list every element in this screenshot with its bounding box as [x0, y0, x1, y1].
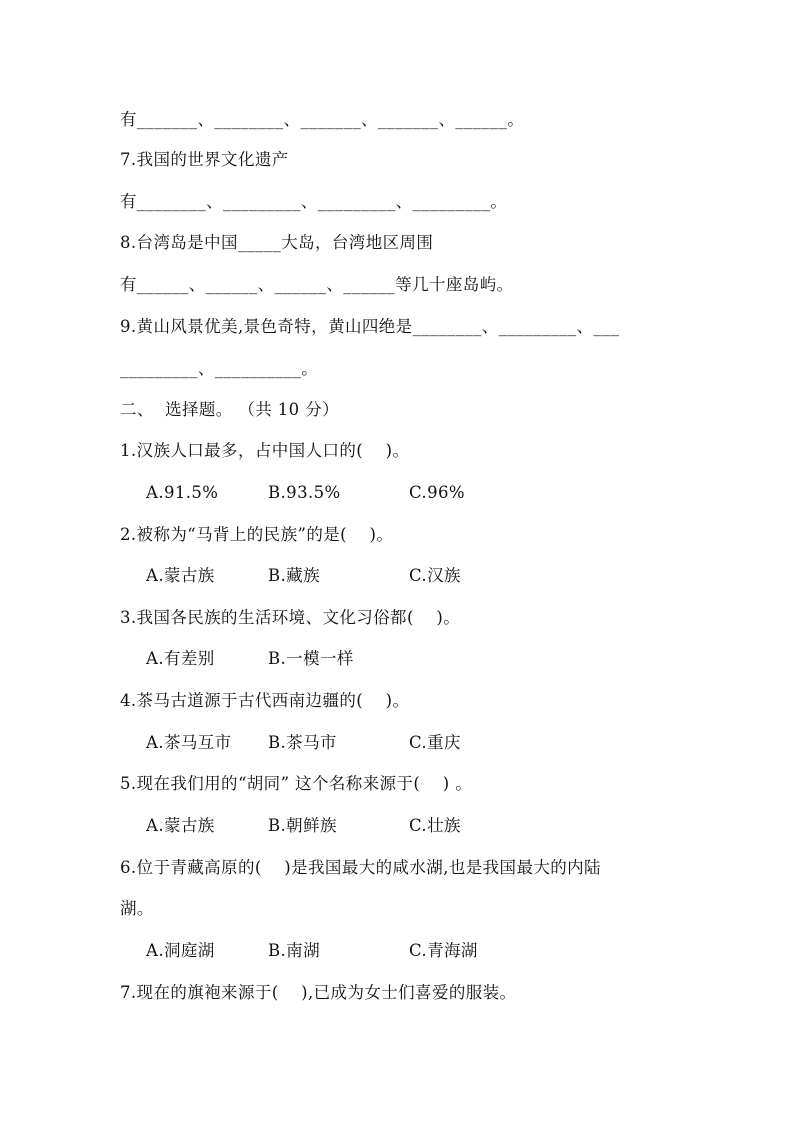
q1-option-a: A.91.5% [146, 483, 219, 502]
q2-option-b: B.藏族 [268, 566, 320, 585]
question-6: 6.位于青藏高原的( )是我国最大的咸水湖,也是我国最大的内陆 [120, 858, 601, 877]
fill-in-q6-line2: 有_______、________、_______、_______、______。 [120, 110, 525, 129]
question-4: 4.茶马古道源于古代西南边疆的( )。 [120, 691, 410, 710]
question-2: 2.被称为“马背上的民族”的是( )。 [120, 525, 394, 544]
question-1: 1.汉族人口最多，占中国人口的( )。 [120, 441, 410, 460]
q3-option-a: A.有差别 [146, 649, 215, 668]
q1-option-b: B.93.5% [268, 483, 341, 502]
section-heading: 二、 选择题。 （共 10 分） [120, 400, 340, 419]
question-5: 5.现在我们用的“胡同” 这个名称来源于( ) 。 [120, 774, 473, 793]
question-6-continued: 湖。 [120, 899, 154, 918]
fill-in-q9-line2: _________、__________。 [120, 359, 319, 378]
fill-in-q9-line1: 9.黄山风景优美,景色奇特，黄山四绝是________、_________、___ [120, 317, 620, 336]
q2-option-a: A.蒙古族 [146, 566, 215, 585]
q6-option-a: A.洞庭湖 [146, 941, 215, 960]
q3-option-b: B.一模一样 [268, 649, 354, 668]
q5-option-a: A.蒙古族 [146, 816, 215, 835]
q1-option-c: C.96% [409, 483, 465, 502]
q2-option-c: C.汉族 [409, 566, 461, 585]
q4-option-c: C.重庆 [409, 733, 461, 752]
q5-option-b: B.朝鲜族 [268, 816, 337, 835]
fill-in-q8-line2: 有______、______、______、______等几十座岛屿。 [120, 275, 514, 294]
q4-option-a: A.茶马互市 [146, 733, 232, 752]
fill-in-q7-line1: 7.我国的世界文化遗产 [120, 150, 289, 169]
fill-in-q8-line1: 8.台湾岛是中国_____大岛，台湾地区周围 [120, 233, 434, 252]
q6-option-b: B.南湖 [268, 941, 320, 960]
question-3: 3.我国各民族的生活环境、文化习俗都( )。 [120, 608, 461, 627]
fill-in-q7-line2: 有________、_________、_________、_________。 [120, 192, 508, 211]
question-7: 7.现在的旗袍来源于( ),已成为女士们喜爱的服装。 [120, 983, 517, 1002]
q4-option-b: B.茶马市 [268, 733, 337, 752]
q5-option-c: C.壮族 [409, 816, 461, 835]
q6-option-c: C.青海湖 [409, 941, 478, 960]
